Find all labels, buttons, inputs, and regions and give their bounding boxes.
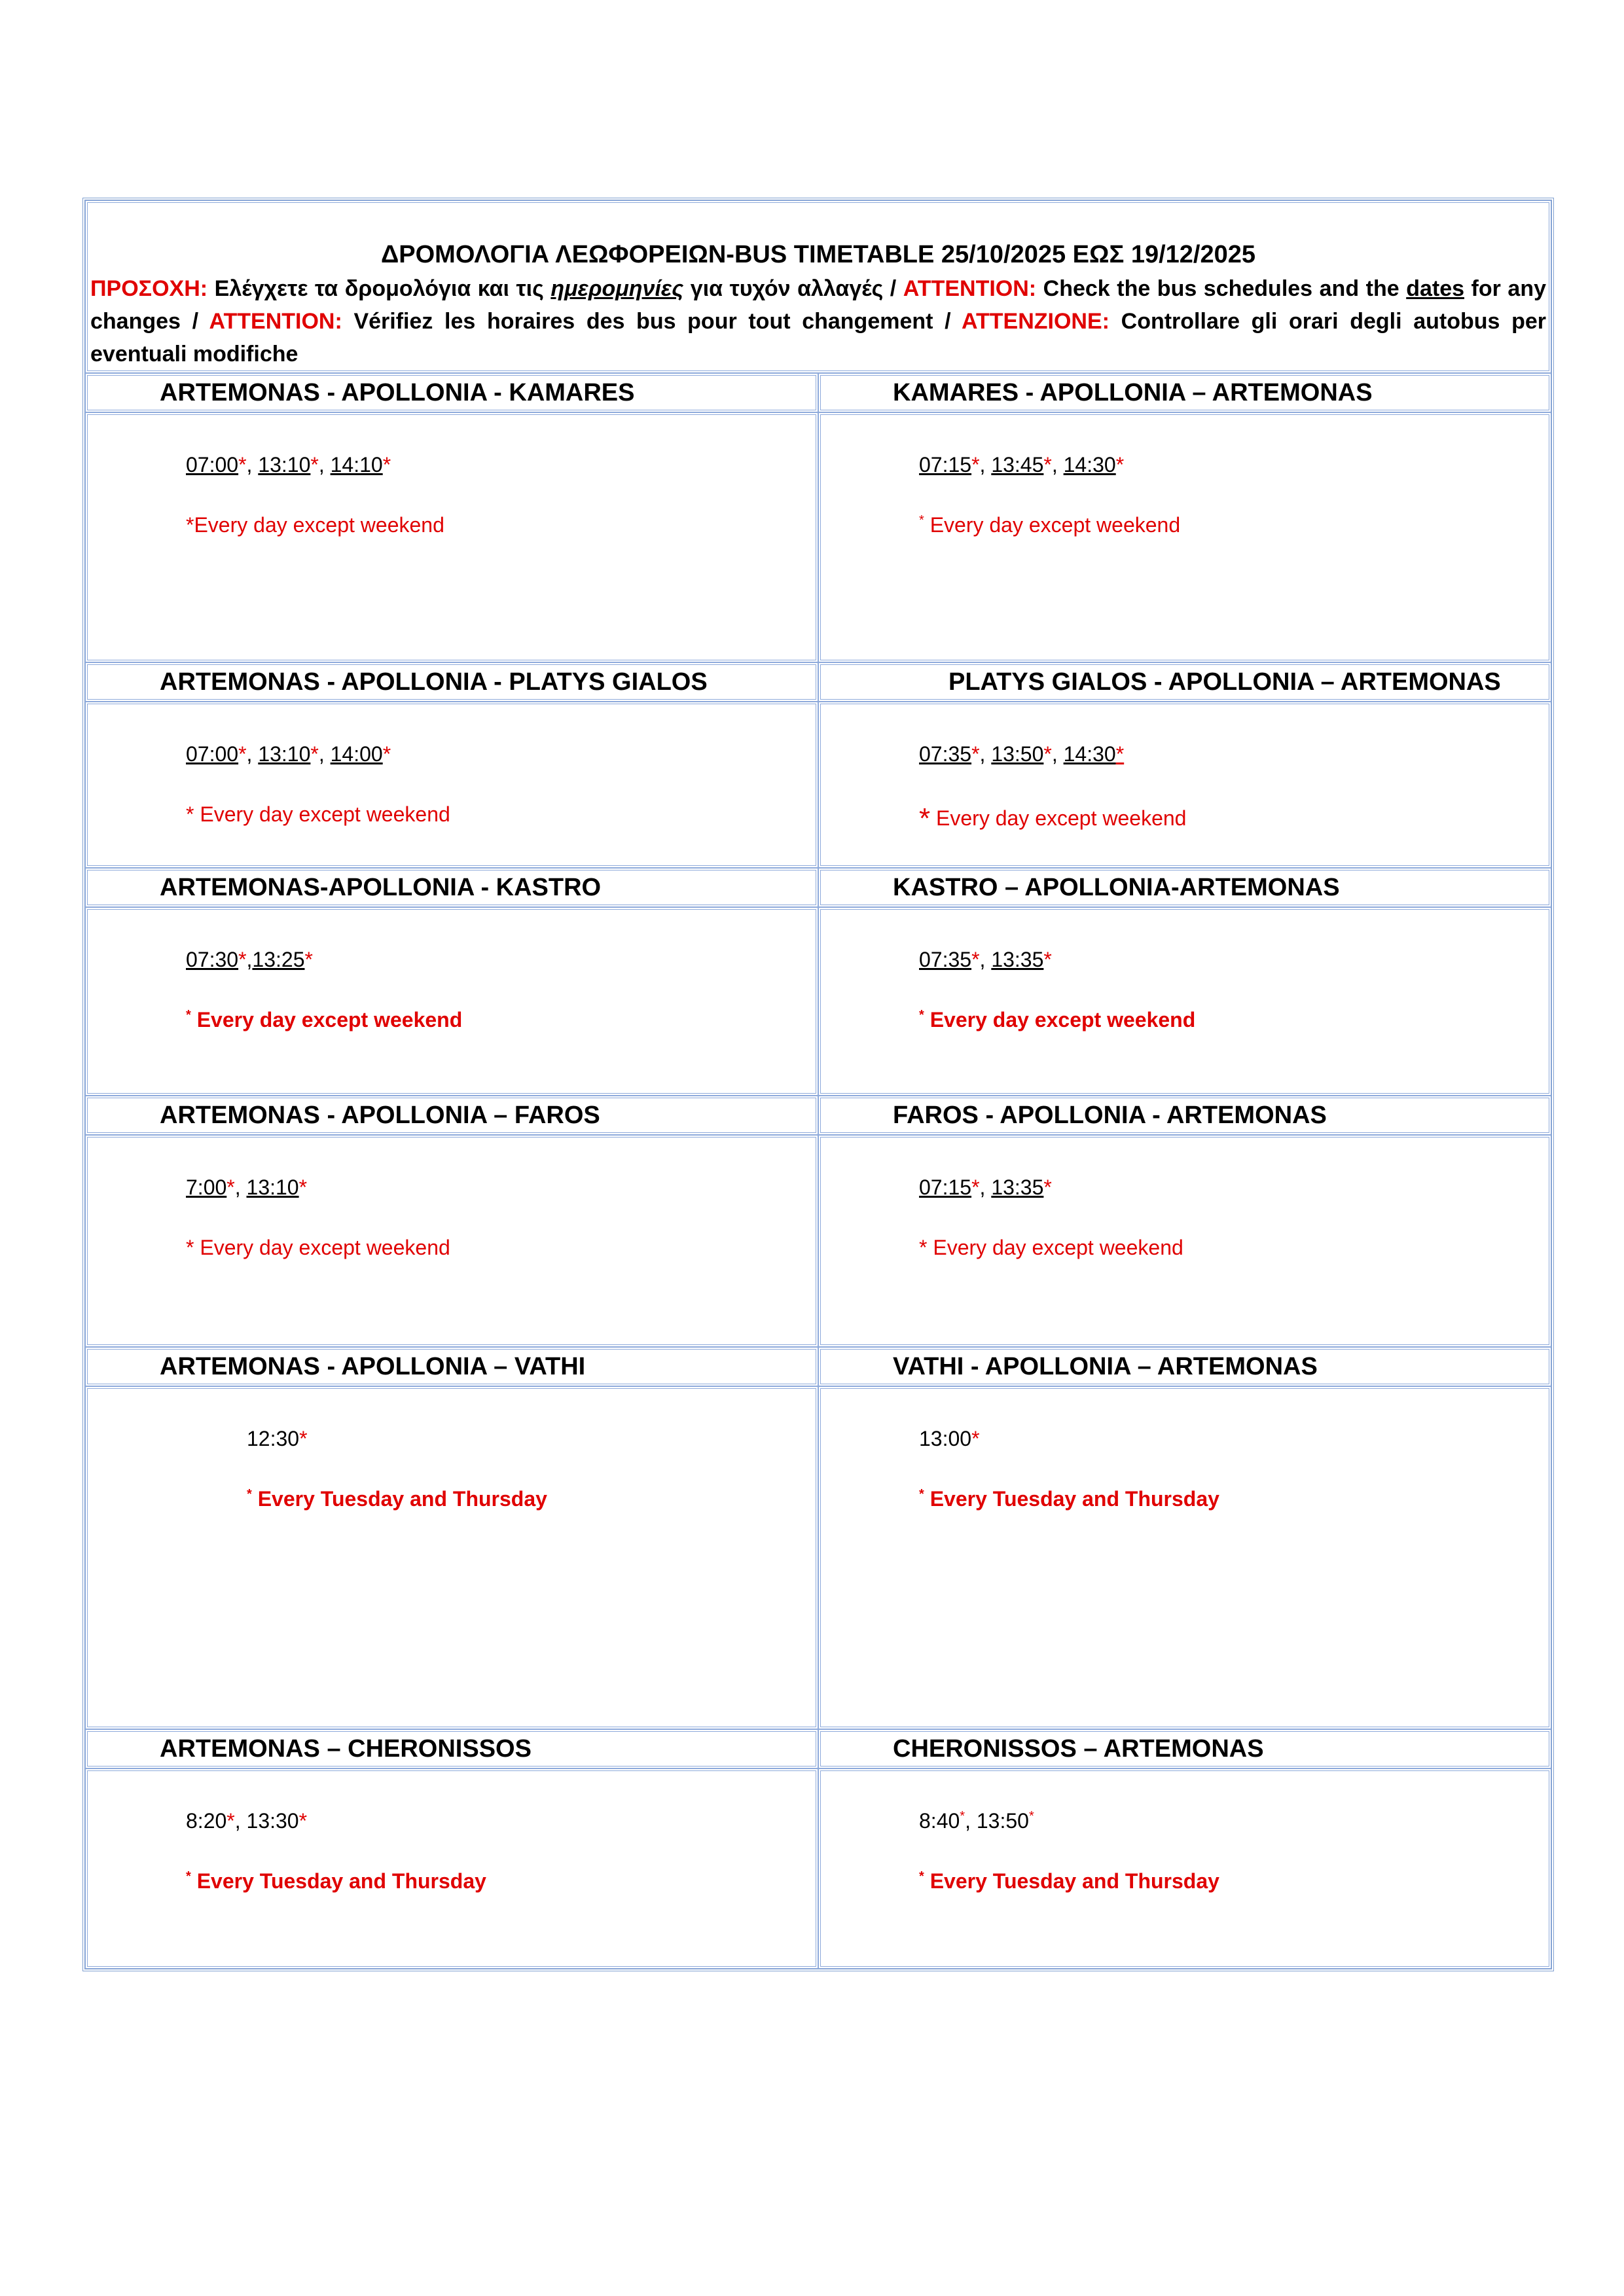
separator: , [979, 742, 992, 766]
route-header [85, 868, 818, 907]
note-text: Every day except weekend [924, 513, 1181, 537]
note-text: Every Tuesday and Thursday [924, 1869, 1219, 1893]
separator: , [1051, 742, 1064, 766]
notice-gr-text: Ελέγχετε τα δρομολόγια και τις [208, 276, 551, 301]
separator: , [979, 1175, 992, 1199]
separator: , [1051, 453, 1064, 476]
asterisk: * [310, 742, 319, 766]
schedule-note [919, 513, 1180, 537]
asterisk: * [1028, 1809, 1034, 1823]
departure-times [919, 742, 1124, 766]
asterisk: * [1115, 742, 1125, 766]
departure-times [919, 453, 1124, 477]
note-text: Every Tuesday and Thursday [190, 1869, 486, 1893]
notice-gr-label: ΠΡΟΣΟΧΗ: [90, 276, 208, 301]
asterisk: * [971, 948, 980, 971]
asterisk: * [971, 1175, 980, 1199]
departure-time: 07:15 [919, 1175, 972, 1199]
departure-time: 8:20 [186, 1809, 227, 1833]
schedule-cell [85, 1135, 818, 1347]
asterisk: * [919, 1869, 924, 1884]
departure-time: 13:35 [991, 1175, 1044, 1199]
schedule-cell [85, 1768, 818, 1969]
asterisk: * [919, 1008, 924, 1022]
route-header [818, 1096, 1551, 1135]
departure-time: 13:30 [246, 1809, 299, 1833]
departure-times [247, 1427, 308, 1451]
route-header [818, 1729, 1551, 1768]
departure-times [186, 453, 391, 477]
route-header [818, 868, 1551, 907]
schedule-cell [85, 1386, 818, 1729]
schedule-cell [818, 1386, 1551, 1729]
departure-time: 07:35 [919, 742, 972, 766]
asterisk: * [382, 742, 391, 766]
route-header [85, 662, 818, 702]
asterisk: * [238, 742, 247, 766]
notice-gr-text-b: για τυχόν αλλαγές / [683, 276, 903, 301]
route-header [818, 662, 1551, 702]
asterisk: * [919, 513, 924, 528]
asterisk: * [971, 1427, 980, 1450]
route-header [818, 1347, 1551, 1386]
route-header [818, 373, 1551, 412]
schedule-note [919, 802, 1186, 835]
asterisk: * [1043, 742, 1052, 766]
asterisk: * [310, 453, 319, 476]
route-name: VATHI - APOLLONIA – ARTEMONAS [893, 1353, 1318, 1380]
separator: , [234, 1809, 247, 1833]
route-header [85, 1096, 818, 1135]
asterisk: * [238, 453, 247, 476]
schedule-cell [818, 412, 1551, 662]
departure-time: 13:25 [252, 948, 305, 971]
separator: , [318, 742, 331, 766]
departure-times: 07:30*,13:25* [186, 948, 313, 971]
separator: , [234, 1175, 247, 1199]
schedule-cell [818, 1135, 1551, 1347]
notice-en-emph: dates [1406, 276, 1465, 301]
schedule-note [186, 1008, 462, 1032]
departure-time: 14:30 [1063, 453, 1116, 476]
asterisk: * [298, 1809, 308, 1833]
departure-time: 14:00 [330, 742, 383, 766]
departure-time: 13:10 [258, 742, 311, 766]
schedule-note: * Every day except weekend [186, 802, 450, 826]
departure-time: 14:30 [1063, 742, 1116, 766]
departure-time: 07:30 [186, 948, 239, 971]
route-name: ARTEMONAS - APOLLONIA – FAROS [160, 1102, 600, 1129]
asterisk: * [960, 1809, 965, 1823]
route-name: PLATYS GIALOS - APOLLONIA – ARTEMONAS [948, 668, 1501, 696]
route-name: KAMARES - APOLLONIA – ARTEMONAS [893, 379, 1373, 406]
asterisk: * [971, 742, 980, 766]
departure-times [919, 1427, 980, 1451]
schedule-note [919, 1487, 1219, 1511]
departure-time: 07:35 [919, 948, 972, 971]
note-text: Every day except weekend [930, 806, 1187, 830]
departure-time: 13:50 [976, 1809, 1029, 1833]
schedule-note: * Every day except weekend [186, 1236, 450, 1259]
route-name: ARTEMONAS - APOLLONIA - PLATYS GIALOS [160, 668, 708, 696]
asterisk: * [186, 1008, 191, 1022]
asterisk: * [299, 1427, 308, 1450]
departure-times [919, 1809, 1034, 1833]
asterisk: * [1043, 453, 1052, 476]
timetable-sheet [82, 198, 1549, 1971]
schedule-cell [818, 702, 1551, 868]
departure-time: 14:10 [330, 453, 383, 476]
departure-times [186, 1175, 307, 1200]
departure-times [919, 948, 1052, 972]
route-name: ARTEMONAS - APOLLONIA – VATHI [160, 1353, 586, 1380]
departure-time: 8:40 [919, 1809, 960, 1833]
notice-text [90, 272, 1546, 370]
asterisk: * [304, 948, 313, 971]
departure-times [186, 1809, 307, 1833]
asterisk: * [1043, 1175, 1052, 1199]
schedule-cell [818, 907, 1551, 1096]
schedule-note: *Every day except weekend [186, 513, 444, 537]
notice-en-label: ATTENTION: [903, 276, 1037, 301]
departure-time: 7:00 [186, 1175, 227, 1199]
route-name: CHERONISSOS – ARTEMONAS [893, 1735, 1264, 1763]
departure-time: 13:10 [258, 453, 311, 476]
separator: , [318, 453, 331, 476]
schedule-note [247, 1487, 547, 1511]
notice-it-label: ATTENZIONE: [961, 309, 1110, 334]
notice-it-text: Controllare gli orari degli autobus per eventuali modifiche [90, 309, 1547, 367]
asterisk: * [226, 1809, 235, 1833]
schedule-note [919, 1869, 1219, 1893]
notice-fr-text: Vérifiez les horaires des bus pour tout changement / [342, 309, 962, 334]
departure-time: 13:50 [991, 742, 1044, 766]
separator: , [965, 1809, 977, 1833]
asterisk: * [1115, 453, 1125, 476]
asterisk: * [919, 802, 931, 834]
departure-time: 13:10 [246, 1175, 299, 1199]
note-text: Every day except weekend [924, 1008, 1196, 1031]
asterisk: * [919, 1487, 924, 1501]
asterisk: * [226, 1175, 235, 1199]
note-text: Every Tuesday and Thursday [924, 1487, 1219, 1511]
route-name: ARTEMONAS - APOLLONIA - KAMARES [160, 379, 635, 406]
departure-time: 07:00 [186, 742, 239, 766]
departure-time: 07:15 [919, 453, 972, 476]
asterisk: * [971, 453, 980, 476]
route-name: FAROS - APOLLONIA - ARTEMONAS [893, 1102, 1327, 1129]
separator: , [979, 453, 992, 476]
departure-time: 13:45 [991, 453, 1044, 476]
schedule-cell [85, 907, 818, 1096]
departure-times [186, 742, 391, 766]
departure-time: 07:00 [186, 453, 239, 476]
separator: , [979, 948, 992, 971]
schedule-note: * Every day except weekend [919, 1236, 1183, 1259]
schedule-cell [85, 702, 818, 868]
notice-en-text-b: for any changes / [90, 276, 1547, 334]
separator: , [246, 742, 259, 766]
departure-time: 12:30 [247, 1427, 300, 1450]
asterisk: * [382, 453, 391, 476]
departure-time: 13:00 [919, 1427, 972, 1450]
schedule-cell [818, 1768, 1551, 1969]
route-name: ARTEMONAS – CHERONISSOS [160, 1735, 532, 1763]
route-name: KASTRO – APOLLONIA-ARTEMONAS [893, 874, 1340, 901]
timetable-table [82, 198, 1554, 1971]
notice-gr-emph: ημερομηνίες [550, 276, 684, 301]
route-header [85, 1729, 818, 1768]
asterisk: * [238, 948, 247, 971]
schedule-note [186, 1869, 486, 1893]
route-header [85, 373, 818, 412]
asterisk: * [247, 1487, 252, 1501]
separator: , [246, 453, 259, 476]
title-cell [85, 200, 1551, 373]
schedule-note [919, 1008, 1195, 1032]
schedule-cell [85, 412, 818, 662]
route-name: ARTEMONAS-APOLLONIA - KASTRO [160, 874, 602, 901]
departure-times [919, 1175, 1052, 1200]
note-text: Every Tuesday and Thursday [251, 1487, 547, 1511]
notice-en-text: Check the bus schedules and the [1036, 276, 1407, 301]
note-text: Every day except weekend [190, 1008, 463, 1031]
route-header [85, 1347, 818, 1386]
departure-time: 13:35 [991, 948, 1044, 971]
page-title: ΔΡΟΜΟΛΟΓΙΑ ΛΕΩΦΟΡΕΙΩΝ-BUS TIMETABLE 25/10/2025 ΕΩΣ 19/12/2025 [380, 241, 1256, 268]
asterisk: * [298, 1175, 308, 1199]
asterisk: * [1043, 948, 1052, 971]
asterisk: * [186, 1869, 191, 1884]
notice-fr-label: ATTENTION: [209, 309, 342, 334]
